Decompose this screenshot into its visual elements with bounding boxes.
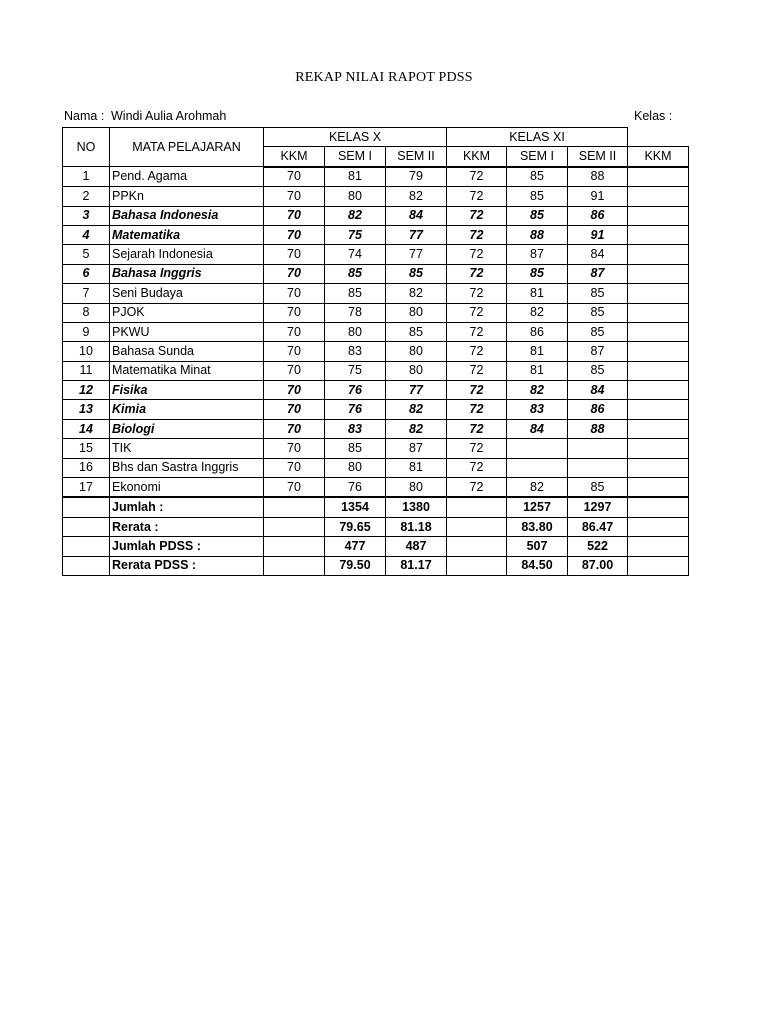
summary-cell-x-s2: 487	[386, 537, 447, 556]
cell-x-kkm: 70	[264, 361, 325, 380]
cell-x-kkm: 70	[264, 458, 325, 477]
cell-xii-kkm	[628, 303, 689, 322]
cell-x-s2: 85	[386, 322, 447, 341]
table-row	[63, 381, 689, 400]
cell-no: 14	[63, 419, 110, 438]
header-x-sem1: SEM I	[325, 147, 386, 167]
cell-xi-s1: 84	[507, 419, 568, 438]
summary-cell-label: Jumlah PDSS :	[110, 537, 264, 556]
summary-cell-x-s2: 81.18	[386, 517, 447, 536]
cell-xi-kkm: 72	[447, 400, 507, 419]
cell-xii-kkm	[628, 225, 689, 244]
cell-xi-s1: 85	[507, 206, 568, 225]
cell-xii-kkm	[628, 400, 689, 419]
table-row	[63, 400, 689, 419]
cell-xi-kkm: 72	[447, 419, 507, 438]
header-kelas-xii-empty	[628, 128, 689, 147]
cell-x-s2: 82	[386, 284, 447, 303]
cell-xi-s2: 84	[568, 381, 628, 400]
page-title: REKAP NILAI RAPOT PDSS	[295, 70, 473, 85]
summary-cell-xii-kkm	[628, 556, 689, 575]
cell-xi-s1: 81	[507, 342, 568, 361]
cell-xii-kkm	[628, 381, 689, 400]
cell-x-s2: 80	[386, 361, 447, 380]
summary-cell-empty	[63, 497, 110, 517]
summary-cell-label: Rerata PDSS :	[110, 556, 264, 575]
cell-x-s1: 83	[325, 342, 386, 361]
cell-x-kkm: 70	[264, 167, 325, 187]
cell-subject: Matematika Minat	[110, 361, 264, 380]
table-row	[63, 187, 689, 206]
cell-x-kkm: 70	[264, 206, 325, 225]
cell-subject: Sejarah Indonesia	[110, 245, 264, 264]
cell-no: 8	[63, 303, 110, 322]
summary-cell-xi-kkm	[447, 497, 507, 517]
summary-cell-x-s2: 81.17	[386, 556, 447, 575]
cell-xi-kkm: 72	[447, 478, 507, 498]
cell-subject: Seni Budaya	[110, 284, 264, 303]
cell-no: 7	[63, 284, 110, 303]
cell-x-s1: 74	[325, 245, 386, 264]
summary-cell-xii-kkm	[628, 497, 689, 517]
cell-no: 9	[63, 322, 110, 341]
cell-xi-s2: 84	[568, 245, 628, 264]
summary-cell-xi-kkm	[447, 556, 507, 575]
cell-x-s1: 83	[325, 419, 386, 438]
cell-xi-kkm: 72	[447, 167, 507, 187]
summary-cell-x-s1: 1354	[325, 497, 386, 517]
cell-x-kkm: 70	[264, 478, 325, 498]
cell-subject: Kimia	[110, 400, 264, 419]
cell-xi-s1: 81	[507, 361, 568, 380]
summary-cell-x-s2: 1380	[386, 497, 447, 517]
cell-no: 1	[63, 167, 110, 187]
cell-xii-kkm	[628, 439, 689, 458]
summary-row	[63, 517, 689, 536]
cell-xi-s1: 82	[507, 303, 568, 322]
summary-row	[63, 497, 689, 517]
cell-xii-kkm	[628, 322, 689, 341]
cell-x-s2: 82	[386, 400, 447, 419]
cell-xi-s1: 86	[507, 322, 568, 341]
summary-cell-x-s1: 79.50	[325, 556, 386, 575]
table-row	[63, 284, 689, 303]
table-row	[63, 458, 689, 477]
cell-x-s1: 85	[325, 264, 386, 283]
cell-xi-s1	[507, 458, 568, 477]
cell-x-kkm: 70	[264, 245, 325, 264]
cell-xii-kkm	[628, 206, 689, 225]
cell-xi-kkm: 72	[447, 264, 507, 283]
cell-x-s2: 84	[386, 206, 447, 225]
cell-xii-kkm	[628, 419, 689, 438]
table-row	[63, 342, 689, 361]
summary-cell-x-s1: 79.65	[325, 517, 386, 536]
table-row	[63, 264, 689, 283]
cell-no: 2	[63, 187, 110, 206]
summary-cell-label: Rerata :	[110, 517, 264, 536]
table-row	[63, 419, 689, 438]
cell-x-s2: 80	[386, 342, 447, 361]
cell-x-kkm: 70	[264, 400, 325, 419]
cell-xi-kkm: 72	[447, 303, 507, 322]
grades-table	[62, 127, 689, 576]
cell-xi-s2: 88	[568, 419, 628, 438]
table-row	[63, 225, 689, 244]
cell-subject: Bahasa Inggris	[110, 264, 264, 283]
table-row	[63, 167, 689, 187]
cell-x-s1: 80	[325, 458, 386, 477]
cell-xi-s2: 86	[568, 206, 628, 225]
cell-no: 16	[63, 458, 110, 477]
cell-x-s1: 76	[325, 381, 386, 400]
cell-xi-s2: 85	[568, 284, 628, 303]
cell-x-kkm: 70	[264, 264, 325, 283]
cell-no: 4	[63, 225, 110, 244]
cell-x-kkm: 70	[264, 381, 325, 400]
cell-xi-s2: 85	[568, 322, 628, 341]
cell-no: 12	[63, 381, 110, 400]
cell-no: 15	[63, 439, 110, 458]
summary-cell-label: Jumlah :	[110, 497, 264, 517]
cell-xi-kkm: 72	[447, 342, 507, 361]
cell-subject: TIK	[110, 439, 264, 458]
header-row-1	[63, 128, 689, 147]
cell-x-s2: 81	[386, 458, 447, 477]
cell-xi-s2	[568, 458, 628, 477]
cell-no: 10	[63, 342, 110, 361]
table-row	[63, 439, 689, 458]
cell-no: 3	[63, 206, 110, 225]
cell-xii-kkm	[628, 167, 689, 187]
cell-xi-kkm: 72	[447, 225, 507, 244]
summary-cell-xi-s1: 1257	[507, 497, 568, 517]
cell-subject: PJOK	[110, 303, 264, 322]
class-label: Kelas :	[634, 109, 673, 123]
cell-xi-kkm: 72	[447, 381, 507, 400]
cell-xii-kkm	[628, 361, 689, 380]
cell-xii-kkm	[628, 478, 689, 498]
cell-no: 6	[63, 264, 110, 283]
cell-xi-s2: 85	[568, 303, 628, 322]
cell-x-s1: 82	[325, 206, 386, 225]
cell-xi-s1: 85	[507, 167, 568, 187]
summary-cell-xi-s2: 522	[568, 537, 628, 556]
cell-subject: Biologi	[110, 419, 264, 438]
cell-x-kkm: 70	[264, 419, 325, 438]
cell-x-s1: 81	[325, 167, 386, 187]
cell-no: 5	[63, 245, 110, 264]
name-label: Nama :	[64, 109, 105, 123]
cell-xii-kkm	[628, 284, 689, 303]
cell-xi-s2: 87	[568, 264, 628, 283]
summary-cell-xi-s1: 507	[507, 537, 568, 556]
cell-no: 17	[63, 478, 110, 498]
cell-xi-s1: 85	[507, 264, 568, 283]
cell-x-s1: 85	[325, 284, 386, 303]
cell-x-kkm: 70	[264, 303, 325, 322]
header-subject: MATA PELAJARAN	[110, 128, 264, 167]
cell-xi-s2	[568, 439, 628, 458]
cell-x-kkm: 70	[264, 322, 325, 341]
summary-cell-x-kkm	[264, 556, 325, 575]
cell-x-s1: 85	[325, 439, 386, 458]
summary-cell-x-kkm	[264, 497, 325, 517]
cell-x-s2: 77	[386, 245, 447, 264]
summary-cell-empty	[63, 517, 110, 536]
summary-cell-x-kkm	[264, 537, 325, 556]
table-row	[63, 206, 689, 225]
cell-subject: Matematika	[110, 225, 264, 244]
cell-x-s2: 80	[386, 303, 447, 322]
header-xi-sem2: SEM II	[568, 147, 628, 167]
cell-xi-s1: 87	[507, 245, 568, 264]
header-kelas-x: KELAS X	[264, 128, 447, 147]
cell-subject: Bahasa Indonesia	[110, 206, 264, 225]
cell-x-kkm: 70	[264, 439, 325, 458]
summary-cell-xi-kkm	[447, 537, 507, 556]
cell-xi-s1: 88	[507, 225, 568, 244]
cell-x-s2: 82	[386, 419, 447, 438]
summary-row	[63, 537, 689, 556]
cell-x-s1: 75	[325, 225, 386, 244]
cell-x-s1: 76	[325, 478, 386, 498]
summary-cell-x-kkm	[264, 517, 325, 536]
cell-subject: Pend. Agama	[110, 167, 264, 187]
cell-subject: PKWU	[110, 322, 264, 341]
table-row	[63, 322, 689, 341]
header-x-sem2: SEM II	[386, 147, 447, 167]
cell-xii-kkm	[628, 187, 689, 206]
cell-xi-kkm: 72	[447, 187, 507, 206]
header-kelas-xi: KELAS XI	[447, 128, 628, 147]
cell-subject: Ekonomi	[110, 478, 264, 498]
table-row	[63, 303, 689, 322]
cell-xi-kkm: 72	[447, 439, 507, 458]
summary-cell-x-s1: 477	[325, 537, 386, 556]
cell-x-s2: 77	[386, 381, 447, 400]
cell-xi-s1: 85	[507, 187, 568, 206]
cell-xi-s2: 87	[568, 342, 628, 361]
cell-xi-kkm: 72	[447, 206, 507, 225]
cell-xi-kkm: 72	[447, 361, 507, 380]
cell-xii-kkm	[628, 458, 689, 477]
cell-subject: PPKn	[110, 187, 264, 206]
cell-xi-kkm: 72	[447, 245, 507, 264]
cell-xi-kkm: 72	[447, 322, 507, 341]
cell-x-kkm: 70	[264, 342, 325, 361]
cell-x-kkm: 70	[264, 284, 325, 303]
summary-cell-xi-s2: 87.00	[568, 556, 628, 575]
summary-cell-xii-kkm	[628, 517, 689, 536]
cell-x-s2: 79	[386, 167, 447, 187]
cell-x-s2: 85	[386, 264, 447, 283]
cell-xi-s2: 88	[568, 167, 628, 187]
cell-x-s2: 77	[386, 225, 447, 244]
summary-cell-xi-kkm	[447, 517, 507, 536]
header-xi-kkm: KKM	[447, 147, 507, 167]
summary-cell-xi-s1: 83.80	[507, 517, 568, 536]
summary-row	[63, 556, 689, 575]
cell-x-s1: 80	[325, 187, 386, 206]
cell-x-s1: 76	[325, 400, 386, 419]
cell-subject: Fisika	[110, 381, 264, 400]
cell-x-kkm: 70	[264, 187, 325, 206]
header-xi-sem1: SEM I	[507, 147, 568, 167]
cell-x-kkm: 70	[264, 225, 325, 244]
header-xii-kkm: KKM	[628, 147, 689, 167]
cell-subject: Bhs dan Sastra Inggris	[110, 458, 264, 477]
cell-xi-s1	[507, 439, 568, 458]
header-x-kkm: KKM	[264, 147, 325, 167]
student-name: Windi Aulia Arohmah	[111, 109, 227, 123]
cell-xi-s2: 91	[568, 187, 628, 206]
cell-xi-s1: 82	[507, 381, 568, 400]
cell-xii-kkm	[628, 264, 689, 283]
table-row	[63, 478, 689, 498]
cell-x-s2: 87	[386, 439, 447, 458]
cell-xi-s2: 85	[568, 361, 628, 380]
summary-cell-empty	[63, 537, 110, 556]
cell-x-s2: 80	[386, 478, 447, 498]
summary-cell-xi-s2: 1297	[568, 497, 628, 517]
summary-cell-xi-s1: 84.50	[507, 556, 568, 575]
cell-x-s1: 80	[325, 322, 386, 341]
cell-xi-kkm: 72	[447, 284, 507, 303]
cell-xi-kkm: 72	[447, 458, 507, 477]
cell-x-s1: 78	[325, 303, 386, 322]
summary-cell-xi-s2: 86.47	[568, 517, 628, 536]
cell-xi-s1: 81	[507, 284, 568, 303]
header-no: NO	[63, 128, 110, 167]
cell-subject: Bahasa Sunda	[110, 342, 264, 361]
table-row	[63, 245, 689, 264]
cell-no: 11	[63, 361, 110, 380]
cell-xi-s1: 82	[507, 478, 568, 498]
cell-x-s1: 75	[325, 361, 386, 380]
cell-xi-s2: 91	[568, 225, 628, 244]
cell-no: 13	[63, 400, 110, 419]
cell-xi-s2: 85	[568, 478, 628, 498]
cell-xii-kkm	[628, 245, 689, 264]
cell-xi-s1: 83	[507, 400, 568, 419]
table-row	[63, 361, 689, 380]
cell-xi-s2: 86	[568, 400, 628, 419]
cell-xii-kkm	[628, 342, 689, 361]
summary-cell-xii-kkm	[628, 537, 689, 556]
cell-x-s2: 82	[386, 187, 447, 206]
summary-cell-empty	[63, 556, 110, 575]
